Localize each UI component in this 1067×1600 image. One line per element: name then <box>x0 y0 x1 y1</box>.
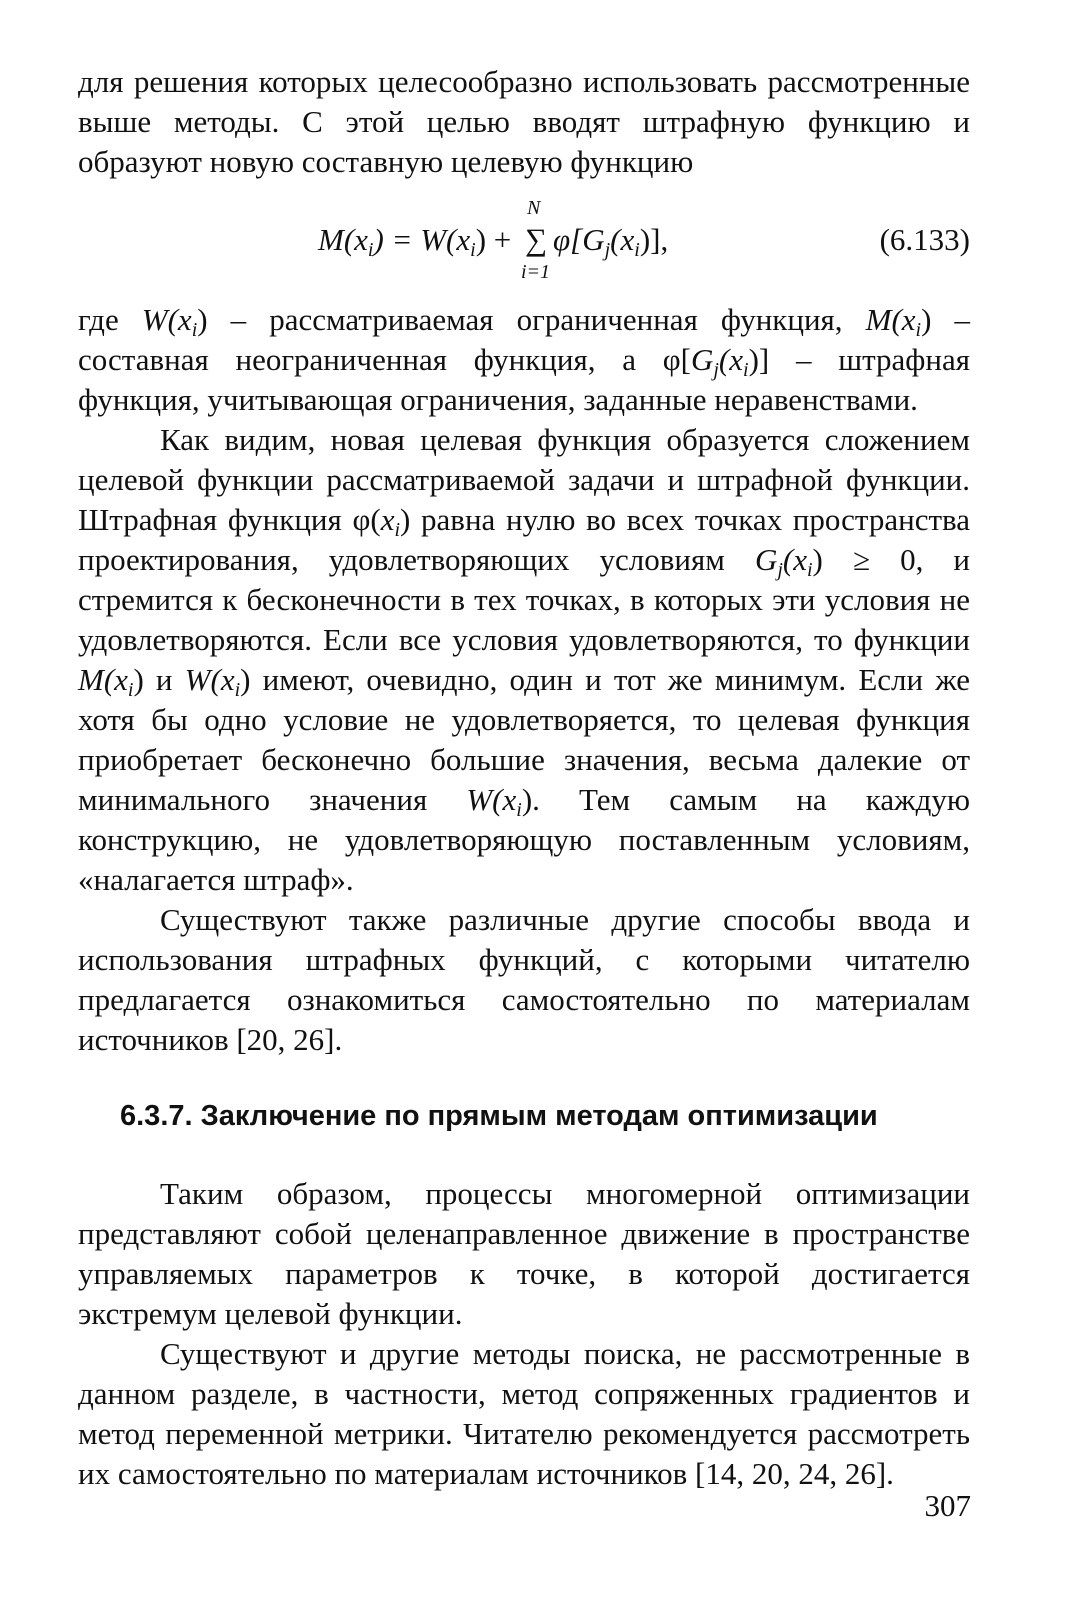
formula-rhs: φ[G <box>553 222 605 257</box>
math-x: (x <box>782 542 807 577</box>
math-sub-i: i <box>806 559 813 581</box>
formula-plus: ) + <box>475 222 519 257</box>
math-sub-i: i <box>915 319 922 341</box>
math-sub-i: i <box>191 319 198 341</box>
math-m: M(x <box>78 662 128 697</box>
text-span: ) равна нулю во всех точках пространства проектирования, удовлетворяющих условиям <box>78 502 970 577</box>
math-w: W(x <box>184 662 235 697</box>
math-sub-i: i <box>234 679 241 701</box>
formula-sub-i: i <box>367 239 374 261</box>
formula-rhs-3: )], <box>639 222 669 257</box>
sigma-glyph: ∑ <box>524 222 548 257</box>
formula-sub-i-2: i <box>470 239 476 261</box>
math-g: G <box>690 342 714 377</box>
paragraph-other-methods: Существуют также различные другие способы ввода и использования штрафных функций, с которыми читателю предлагается ознакомиться самостоятельно по материалам источников [20, 26]. <box>78 902 970 1057</box>
math-x: x <box>380 502 395 537</box>
text-span: ) и <box>133 662 185 697</box>
text-span: ) ≥ 0, и стремится к бесконечности в тех точках, в которых эти условия не удовлетворяются. Если все условия удовлетворяются, то функции <box>78 542 970 657</box>
paragraph-main <box>78 420 970 900</box>
sum-upper-limit: N <box>527 197 541 219</box>
math-g: G <box>754 542 778 577</box>
math-sub-i: i <box>516 799 522 821</box>
paragraph-intro: для решения которых целесообразно использовать рассмотренные выше методы. С этой целью вводят штрафную функцию и образуют новую составную целевую функцию <box>78 64 970 179</box>
math-x: (x <box>718 342 743 377</box>
math-sub-i: i <box>743 359 749 381</box>
math-sub-i: i <box>394 519 401 541</box>
math-m: M(x <box>865 302 916 337</box>
math-w: W(x <box>141 302 192 337</box>
math-w: W(x <box>466 782 517 817</box>
equation-number: (6.133) <box>879 222 970 257</box>
page-number: 307 <box>924 1488 971 1523</box>
math-sub-i: i <box>127 679 134 701</box>
formula-expression <box>318 197 669 283</box>
formula-sub-j: j <box>604 239 611 261</box>
text-span: ) – рассматриваемая ограниченная функция, <box>197 302 866 337</box>
paragraph-final: Существуют и другие методы поиска, не рассмотренные в данном разделе, в частности, метод сопряженных градиентов и метод переменной метрики. Читателю рекомендуется рассмотреть их самостоятельно по материалам источников [14, 20, 24, 26]. <box>78 1336 970 1491</box>
formula-mid: ) = W(x <box>373 222 471 257</box>
text-span: ) – составная неограниченная функция, а φ[ <box>78 302 970 377</box>
paragraph-where <box>78 300 970 420</box>
formula-lhs: M(x <box>318 222 368 257</box>
math-sub-j: j <box>777 559 783 581</box>
text-span: где <box>78 302 142 337</box>
formula-sub-i-3: i <box>634 239 640 261</box>
text-span: )] – штрафная функция, учитывающая ограничения, заданные неравенствами. <box>78 342 970 417</box>
sum-symbol <box>519 197 553 283</box>
paragraph-conclusion: Таким образом, процессы многомерной оптимизации представляют собой целенаправленное движение в пространстве управляемых параметров к точке, в которой достигается экстремум целевой функции. <box>78 1176 970 1331</box>
formula-6-133 <box>78 182 970 300</box>
text-span: Как видим, новая целевая функция образуется сложением целевой функции рассматриваемой задачи и штрафной функции. Штрафная функция φ( <box>78 422 970 537</box>
page-content <box>78 62 970 1494</box>
text-span: ). Тем самым на каждую конструкцию, не удовлетворяющую поставленным условиям, «налагается штраф». <box>78 782 970 897</box>
sum-lower-limit: i=1 <box>521 261 551 283</box>
section-heading: 6.3.7. Заключение по прямым методам оптимизации <box>120 1100 878 1132</box>
text-span: ) имеют, очевидно, один и тот же минимум. Если же хотя бы одно условие не удовлетворяется, то целевая функция приобретает бесконечно большие значения, весьма далекие от минимального значения <box>78 662 970 817</box>
math-sub-j: j <box>713 359 719 381</box>
formula-rhs-2: (x <box>610 222 635 257</box>
